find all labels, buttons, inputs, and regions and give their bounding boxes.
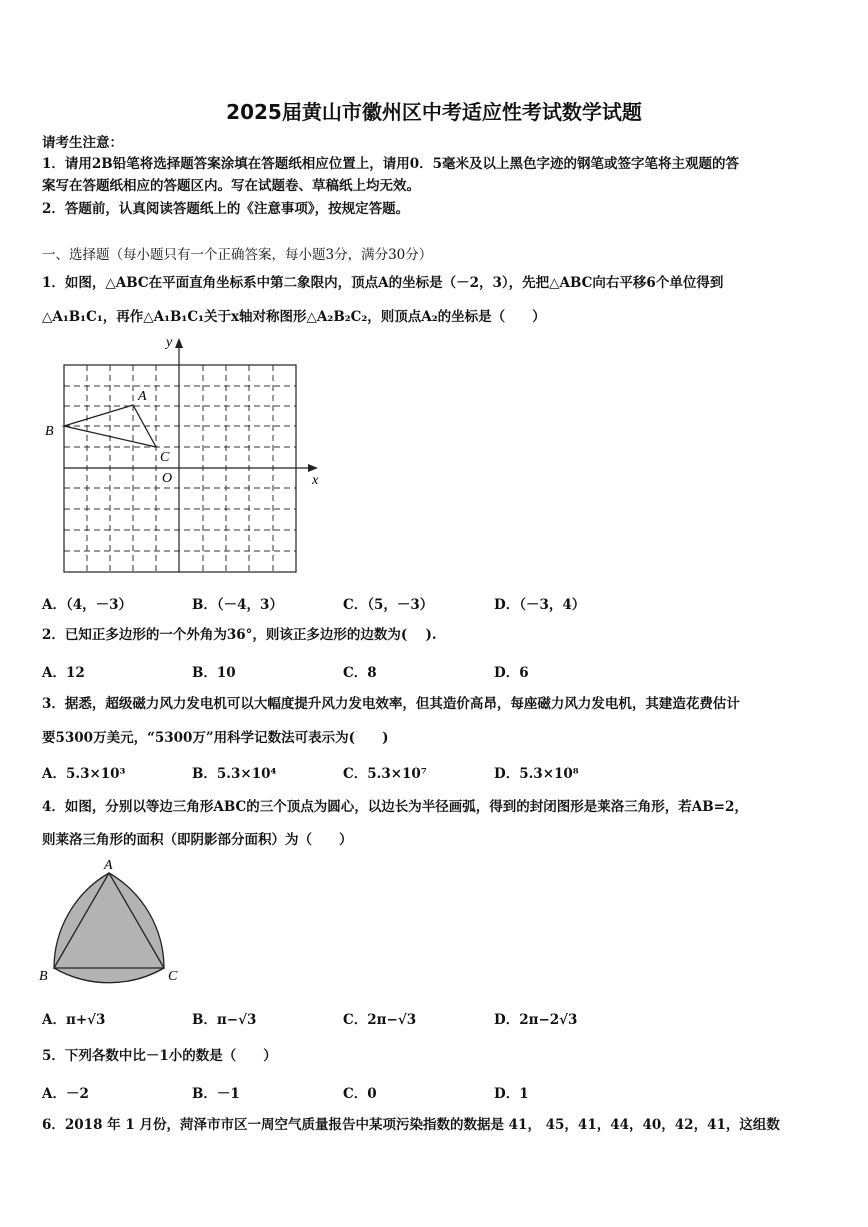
q2-option-a: A．12 <box>42 665 85 681</box>
q4-stem-line-1: 4．如图，分别以等边三角形ABC的三个顶点为圆心，以边长为半径画弧，得到的封闭图形是莱洛三角形，若AB=2， <box>42 799 748 815</box>
q1-stem-line-1: 1．如图，△ABC在平面直角坐标系中第二象限内，顶点A的坐标是（－2，3），先把△ABC向右平移6个单位得到 <box>42 275 724 291</box>
q5-option-b: B．－1 <box>192 1086 240 1102</box>
origin-label: O <box>162 471 173 486</box>
q1-stem-line-2: △A₁B₁C₁，再作△A₁B₁C₁关于x轴对称图形△A₂B₂C₂，则顶点A₂的坐标是（ ） <box>42 309 546 325</box>
q3-option-b: B．5.3×10⁴ <box>192 766 277 782</box>
notice-heading: 请考生注意： <box>42 135 123 151</box>
q5-option-c: C．0 <box>343 1086 377 1102</box>
x-axis-label: x <box>312 473 319 488</box>
q1-option-c: C．（5，－3） <box>343 597 434 613</box>
point-c-label: C <box>160 450 170 465</box>
reuleaux-triangle-shaded <box>54 873 164 983</box>
q6-stem-line-1: 6．2018 年 1 月份，菏泽市市区一周空气质量报告中某项污染指数的数据是 41， 45，41，44，40，42，41，这组数 <box>42 1117 780 1133</box>
q1-coordinate-figure <box>38 334 328 584</box>
q4-reuleaux-figure <box>36 855 186 987</box>
q3-stem-line-2: 要5300万美元，“5300万”用科学记数法可表示为( ) <box>42 730 389 746</box>
y-axis-label: y <box>166 335 173 350</box>
q4-option-a: A．π+√3 <box>42 1012 106 1028</box>
q2-option-d: D．6 <box>494 665 529 681</box>
vertex-b-label: B <box>39 969 48 984</box>
q5-option-a: A．－2 <box>42 1086 89 1102</box>
q3-option-d: D．5.3×10⁸ <box>494 766 579 782</box>
notice-line-1a: 1．请用2B铅笔将选择题答案涂填在答题纸相应位置上，请用0．5毫米及以上黑色字迹的钢笔或签字笔将主观题的答 <box>42 156 739 172</box>
y-axis-arrow <box>175 338 183 348</box>
q3-option-c: C．5.3×10⁷ <box>343 766 427 782</box>
vertex-c-label: C <box>168 969 178 984</box>
q5-option-d: D．1 <box>494 1086 529 1102</box>
q5-stem: 5．下列各数中比－1小的数是（ ） <box>42 1048 277 1064</box>
section-heading: 一、选择题（每小题只有一个正确答案，每小题3分，满分30分） <box>42 247 433 263</box>
q4-option-d: D．2π−2√3 <box>494 1012 578 1028</box>
q2-stem: 2．已知正多边形的一个外角为36°，则该正多边形的边数为( ). <box>42 627 437 643</box>
point-a-label: A <box>138 389 147 404</box>
q2-option-b: B．10 <box>192 665 236 681</box>
notice-line-2: 2．答题前，认真阅读答题纸上的《注意事项》，按规定答题。 <box>42 201 410 217</box>
q4-stem-line-2: 则莱洛三角形的面积（即阴影部分面积）为（ ） <box>42 832 353 848</box>
q2-option-c: C．8 <box>343 665 377 681</box>
q3-option-a: A．5.3×10³ <box>42 766 126 782</box>
vertex-a-label: A <box>104 858 113 873</box>
page-title: 2025届黄山市徽州区中考适应性考试数学试题 <box>226 100 642 124</box>
q4-option-b: B．π−√3 <box>192 1012 257 1028</box>
q4-option-c: C．2π−√3 <box>343 1012 417 1028</box>
point-b-label: B <box>45 424 54 439</box>
q1-option-a: A．（4，－3） <box>42 597 133 613</box>
x-axis-arrow <box>308 464 318 472</box>
q1-option-d: D．（－3，4） <box>494 597 586 613</box>
q3-stem-line-1: 3．据悉，超级磁力风力发电机可以大幅度提升风力发电效率，但其造价高昂，每座磁力风力发电机，其建造花费估计 <box>42 696 740 712</box>
q1-option-b: B．（－4，3） <box>192 597 283 613</box>
notice-line-1b: 案写在答题纸相应的答题区内。写在试题卷、草稿纸上均无效。 <box>42 178 420 194</box>
